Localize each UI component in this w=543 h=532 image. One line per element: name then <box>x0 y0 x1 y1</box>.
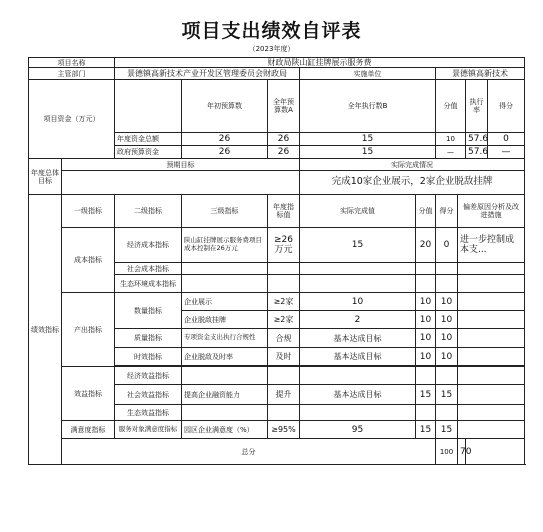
score-cell <box>436 405 458 421</box>
funds-label: 项目资金（万元） <box>29 80 115 159</box>
lvl2-cell: 时效指标 <box>115 348 182 366</box>
target-cell: ≥95% <box>268 421 300 439</box>
col-score: 得分 <box>488 80 525 133</box>
reason-cell <box>458 329 525 348</box>
target-cell: ≥2家 <box>268 311 300 329</box>
reason-cell <box>458 311 525 329</box>
funds-weight-value: 10 <box>436 133 466 146</box>
score-cell: 10 <box>436 348 458 366</box>
score-cell <box>436 275 458 293</box>
lvl2-cell: 经济效益指标 <box>115 367 182 385</box>
lvl2-cell: 生态效益指标 <box>115 405 182 421</box>
score-cell <box>436 367 458 385</box>
reason-cell <box>458 263 525 275</box>
score-cell: 10 <box>436 329 458 348</box>
lvl3-cell: 提高企业融资能力 <box>182 385 268 405</box>
score-cell: 10 <box>436 293 458 311</box>
weight-cell: 15 <box>416 385 436 405</box>
funds-header-blank <box>115 80 182 133</box>
lvl3-cell: 企业脱敌及时率 <box>182 348 268 366</box>
lvl3-cell: 企业展示 <box>182 293 268 311</box>
weight-cell <box>416 405 436 421</box>
project-name-value: 财政局陕山缸挂牌展示服务费 <box>115 58 525 68</box>
target-cell: 合规 <box>268 329 300 348</box>
target-cell <box>268 367 300 385</box>
score-cell: 15 <box>436 421 458 439</box>
goals-content-row <box>29 171 525 195</box>
funds-rate-value: 57.6 <box>466 133 488 146</box>
weight-cell <box>416 367 436 385</box>
actual-cell: 基本达成目标 <box>300 329 416 348</box>
col-lvl2: 二级指标 <box>115 195 182 228</box>
total-score: 70 <box>458 439 466 465</box>
actual-cell <box>300 367 416 385</box>
department-row <box>29 68 525 80</box>
col-score-weight: 分值 <box>436 80 466 133</box>
actual-cell <box>300 263 416 275</box>
funds-exec-value: 15 <box>300 133 436 146</box>
actual-cell <box>300 275 416 293</box>
col-actual: 实际完成值 <box>300 195 416 228</box>
output-indicator-label: 产出指标 <box>62 293 115 367</box>
actual-cell: 10 <box>300 293 416 311</box>
weight-cell <box>416 275 436 293</box>
effect-indicator-label: 效益指标 <box>62 367 115 421</box>
weight-cell: 20 <box>416 228 436 263</box>
perf-side-label: 绩效指标 <box>29 195 62 465</box>
page-title: 项目支出绩效自评表 <box>181 20 362 42</box>
actual-completion-value: 完成10家企业展示，2家企业脱敌挂牌 <box>300 171 525 195</box>
weight-cell: 15 <box>416 421 436 439</box>
cost-indicator-label: 成本指标 <box>62 228 115 293</box>
col-lvl1: 一级指标 <box>62 195 115 228</box>
actual-cell: 95 <box>300 421 416 439</box>
expected-goal-value <box>62 171 300 195</box>
total-label: 总分 <box>62 439 436 465</box>
score-cell: 0 <box>436 228 458 263</box>
satisfaction-indicator-label: 满意度指标 <box>62 421 115 439</box>
lvl3-cell: 专项资金支出执行合规性 <box>182 329 268 348</box>
table-row <box>29 293 525 311</box>
lvl3-cell <box>182 275 268 293</box>
project-name-row <box>29 58 525 68</box>
funds-row-name: 政府预算资金 <box>115 146 182 159</box>
lvl2-cell: 社会成本指标 <box>115 263 182 275</box>
reason-cell <box>458 421 525 439</box>
col-initial-budget: 年初预算数 <box>182 80 268 133</box>
department-value: 景德镇高新技术产业开发区管理委员会财政局 <box>115 68 300 80</box>
lvl3-cell <box>182 263 268 275</box>
lvl3-cell <box>182 405 268 421</box>
score-cell: 10 <box>436 311 458 329</box>
evaluation-table <box>28 57 525 465</box>
funds-weight-value: — <box>436 146 466 159</box>
report-year: （2023年度） <box>248 45 295 53</box>
perf-header-row <box>29 195 525 228</box>
col-reason: 偏差原因分析及改进措施 <box>458 195 525 228</box>
weight-cell: 10 <box>416 348 436 366</box>
target-cell: 及时 <box>268 348 300 366</box>
impl-unit-value: 景德镇高新技术 <box>436 68 525 80</box>
goals-header-row <box>29 159 525 171</box>
lvl2-cell: 数量指标 <box>115 293 182 329</box>
lvl2-cell: 经济成本指标 <box>115 228 182 263</box>
actual-cell: 基本达成目标 <box>300 385 416 405</box>
impl-unit-label: 实施单位 <box>300 68 436 80</box>
reason-cell <box>458 367 525 385</box>
goals-label: 年度总体目标 <box>29 159 62 195</box>
funds-annual-value: 26 <box>268 133 300 146</box>
lvl2-cell: 服务对象满意度指标 <box>115 421 182 439</box>
col-weight: 分值 <box>416 195 436 228</box>
target-cell <box>268 275 300 293</box>
target-cell <box>268 263 300 275</box>
lvl2-cell: 社会效益指标 <box>115 385 182 405</box>
col-target: 年度指标值 <box>268 195 300 228</box>
funds-row-name: 年度资金总额 <box>115 133 182 146</box>
funds-exec-value: 15 <box>300 146 436 159</box>
score-cell <box>436 263 458 275</box>
reason-cell <box>458 293 525 311</box>
weight-cell: 10 <box>416 329 436 348</box>
funds-annual-value: 26 <box>268 146 300 159</box>
reason-cell: 进一步控制成本支... <box>458 228 525 263</box>
reason-cell <box>458 275 525 293</box>
weight-cell <box>416 263 436 275</box>
col-exec-rate: 执行率 <box>466 80 488 133</box>
table-row <box>29 367 525 385</box>
actual-cell <box>300 405 416 421</box>
weight-cell: 10 <box>416 293 436 311</box>
target-cell: ≥26万元 <box>268 228 300 263</box>
funds-score-value: 0 <box>488 133 525 146</box>
lvl3-cell <box>182 367 268 385</box>
total-blank <box>466 439 525 465</box>
actual-cell: 15 <box>300 228 416 263</box>
lvl3-cell: 陕山缸挂牌展示服务费项目成本控制在26万元 <box>182 228 268 263</box>
target-cell: ≥2家 <box>268 293 300 311</box>
col-annual-exec: 全年执行数B <box>300 80 436 133</box>
lvl3-cell: 企业脱敌挂牌 <box>182 311 268 329</box>
col-annual-budget: 全年预算数A <box>268 80 300 133</box>
target-cell <box>268 405 300 421</box>
weight-cell: 10 <box>416 311 436 329</box>
reason-cell <box>458 405 525 421</box>
col-lvl3: 三级指标 <box>182 195 268 228</box>
table-row <box>29 421 525 439</box>
col-perf-score: 得分 <box>436 195 458 228</box>
target-cell: 提升 <box>268 385 300 405</box>
reason-cell <box>458 348 525 366</box>
funds-initial-value: 26 <box>182 133 268 146</box>
reason-cell <box>458 385 525 405</box>
funds-initial-value: 26 <box>182 146 268 159</box>
score-cell: 15 <box>436 385 458 405</box>
funds-rate-value: 57.6 <box>466 146 488 159</box>
actual-cell: 2 <box>300 311 416 329</box>
actual-completion-label: 实际完成情况 <box>300 159 525 171</box>
lvl2-cell: 质量指标 <box>115 329 182 348</box>
funds-header-row <box>29 80 525 133</box>
table-row <box>29 228 525 263</box>
lvl2-cell: 生态环境成本指标 <box>115 275 182 293</box>
project-name-label: 项目名称 <box>29 58 115 68</box>
funds-score-value: — <box>488 146 525 159</box>
expected-goal-label: 预期目标 <box>62 159 300 171</box>
department-label: 主管部门 <box>29 68 115 80</box>
total-weight: 100 <box>436 439 458 465</box>
actual-cell: 基本达成目标 <box>300 348 416 366</box>
total-row <box>29 439 525 465</box>
lvl3-cell: 园区企业满意度（%） <box>182 421 268 439</box>
